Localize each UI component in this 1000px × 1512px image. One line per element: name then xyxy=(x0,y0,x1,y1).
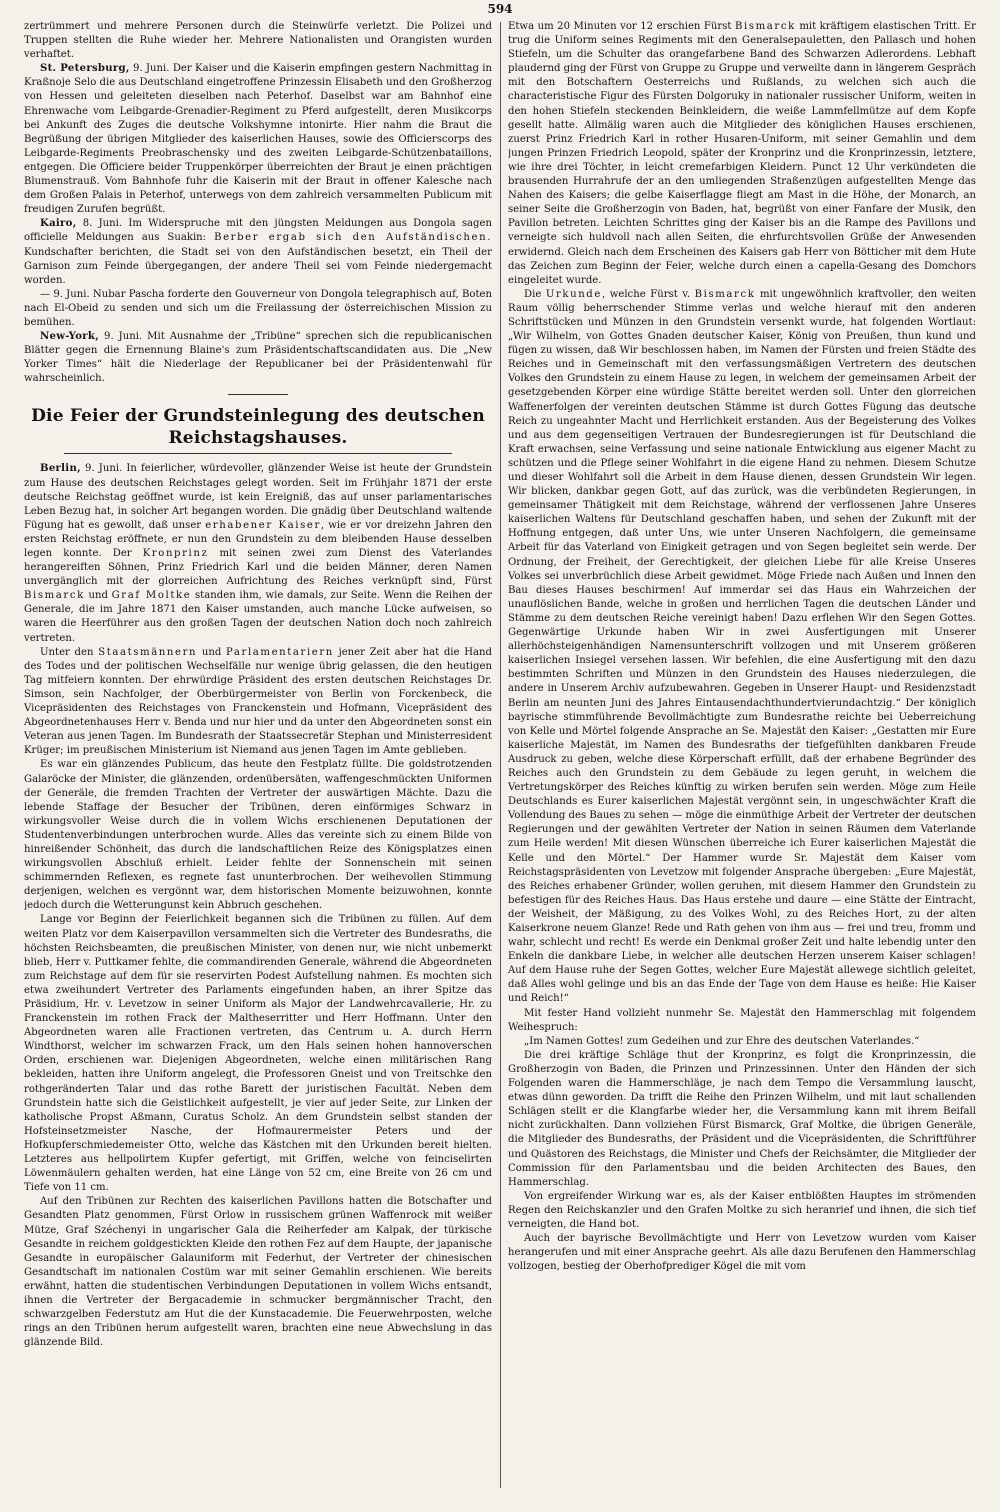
text-berlin-e: standen ihm, wie damals, zur Seite. Wenn die Reihen der Generale, die im Jahre 1871 den Kaiser umstanden, auch manche Lücke aufweisen, so waren die Heerführer aus den großen Tagen der deutschen Nation doch noch zahlreich vertreten. xyxy=(24,590,492,644)
text-berlin-d: und xyxy=(84,590,112,602)
text-statesmen-spaced-b: Parlamentariern xyxy=(225,646,334,658)
paragraph-new-york xyxy=(24,330,492,386)
paragraph-dedication: „Im Namen Gottes! zum Gedeihen und zur Ehre des deutschen Vaterlandes.“ xyxy=(524,1035,920,1047)
paragraph-strokes-sequence: Die drei kräftige Schläge thut der Kronprinz, es folgt die Kronprinzessin, die Großherzogin von Baden, die Prinzen und Prinzessinnen. Unter den Händen der sich Folgenden waren die Hammerschläge, je nach dem Tempo die Versammlung lauscht, etwas dünn geworden. Da trifft die Reihe den Prinzen Wilhelm, und mit laut schallenden Schlägen stellt er die Klangfarbe wieder her, die Versammlung kann mit ihrem Beifall nicht zurückhalten. Dann vollziehen Fürst Bismarck, Graf Moltke, die übrigen Generäle, die Mitglieder des Bundesraths, der Präsident und die Vicepräsidenten, die Schriftführer und Quästoren des Reichstags, die Minister und Chefs der Reichsämter, die Mitglieder der Commission für den Parlamentsbau und die beiden Architecten des Baues, den Hammerschlag. xyxy=(508,1049,976,1188)
text-document-spaced-b: Bismarck xyxy=(694,288,756,300)
text-new-york: 9. Juni. Mit Ausnahme der „Tribüne“ sprechen sich die republicanischen Blätter gegen die Ernennung Blaine's zum Präsidentschaftscandidaten aus. Die „New Yorker Times“ hält die Niederlage der Republicaner bei der Präsidentenwahl für wahrscheinlich. xyxy=(24,331,492,385)
dateline-kairo: Kairo, xyxy=(40,218,77,230)
text-berlin-c: mit seinen zwei zum Dienst des Vaterlandes herangereiften Söhnen, Prinz Friedrich Karl und die beiden Männer, deren Namen unvergänglich mit der glorreichen Aufrichtung des Reiches verknüpft sind, Fürst xyxy=(24,548,492,588)
right-column xyxy=(508,20,976,1506)
paragraph-public: Es war ein glänzendes Publicum, das heute den Festplatz füllte. Die goldstrotzenden Galaröcke der Minister, die glänzenden, ordenübersäten, waffengeschmückten Uniformen der Generäle, die fremden Trachten der Vertreter der auswärtigen Mächte. Dazu die lebende Staffage der Besucher der Tribünen, deren einförmiges Schwarz in wirkungsvoller Weise durch die in vollem Wichs erschienenen Deputationen der Studentenverbindungen unterbrochen wurde. Alles das vereinte sich zu einem Bilde von hinreißender Schönheit, das durch die landschaftlichen Reize des Königsplatzes einen wirkungsvollen Abschluß erhielt. Leider fehlte der Sonnenschein mit seinen schimmernden Reflexen, es regnete fast ununterbrochen. Der weihevollen Stimmung derjenigen, welchen es vergönnt war, dem historischen Momente beizuwohnen, konnte jedoch durch die Wetterungunst kein Abbruch geschehen. xyxy=(24,759,492,912)
paragraph-riot-report: zertrümmert und mehrere Personen durch die Steinwürfe verletzt. Die Polizei und Truppen stellten die Ruhe wieder her. Mehrere Nationalisten und Orangisten wurden verhaftet. xyxy=(24,21,492,61)
paragraph-emperor-gesture: Von ergreifender Wirkung war es, als der Kaiser entblößten Hauptes im strömenden Regen den Reichskanzler und den Grafen Moltke zu sich heranrief und ihnen, die sich tief verneigten, die Hand bot. xyxy=(508,1190,976,1230)
text-statesmen-b: und xyxy=(197,646,226,658)
text-arrival-b: mit kräftigem elastischen Tritt. Er trug die Uniform seines Regiments mit den Generalsepauletten, den Pallasch und hohen Stiefeln, um die Schulter das orangefarbene Band des Schwarzen Adlerordens. Lebhaft plaudernd ging der Fürst von Gruppe zu Gruppe und verweilte dann in längerem Gespräch mit den Botschaftern Oesterreichs und Rußlands, zu welchen sich auch die characteristische Figur des Fürsten Dolgoruky in nationaler russischer Uniform, weiten in den hohen Stiefeln steckenden Beinkleidern, die weiße Lammfellmütze auf dem Kopfe gesellt hatte. Allmälig waren auch die Mitglieder des königlichen Hauses erschienen, zuerst Prinz Friedrich Karl in rother Husaren-Uniform, mit seiner Gemahlin und dem jungen Prinzen Friedrich Leopold, später der Kronprinz und die Kronprinzessin, letztere, wie ihre drei Töchter, in leicht cremefarbigen Kleidern. Punct 12 Uhr verkündeten die brausenden Hurrahrufe der an den umliegenden Straßenzügen aufgestellten Menge das Nahen des Kaisers; die gelbe Kaiserflagge fliegt am Mast in die Höhe, der Monarch, an seiner Seite die Großherzogin von Baden, hat, begrüßt von einer Fanfare der Musik, den Pavillon betreten. Leichten Schrittes ging der Kaiser bis an die Rampe des Pavillons und verneigte sich huldvoll nach allen Seiten, die ehrfurchtsvollen Grüße der Anwesenden erwidernd. Gleich nach dem Erscheinen des Kaisers gab Herr von Bötticher mit dem Hute das Zeichen zum Beginn der Feier, welche durch einen a capella-Gesang des Domchors eingeleitet wurde. xyxy=(508,21,976,286)
paragraph-document xyxy=(508,288,976,1007)
text-document-b: , welche Fürst v. xyxy=(601,288,695,300)
text-document-spaced-a: Urkunde xyxy=(545,288,602,300)
paragraph-st-petersburg xyxy=(24,62,492,217)
paragraph-hammer-stroke: Mit fester Hand vollzieht nunmehr Se. Majestät den Hammerschlag mit folgendem Weihespruch: xyxy=(508,1007,976,1033)
column-divider xyxy=(500,22,501,1488)
paragraph-bismarck-arrival xyxy=(508,20,976,288)
text-arrival-a: Etwa um 20 Minuten vor 12 erschien Fürst xyxy=(508,21,735,32)
text-berlin-moltke: Graf Moltke xyxy=(111,590,192,602)
text-statesmen-a: Unter den xyxy=(40,646,99,658)
text-berlin-a: 9. Juni. In feierlicher, würdevoller, glänzender Weise ist heute der Grundstein zum Hause des deutschen Reichstages gelegt worden. Seit im Frühjahr 1871 der erste deutsche Reichstag geöffnet wurde, ist kein Ereigniß, das auf unser parlamentarisches Leben Bezug hat, in solcher Art begangen worden. Die gnädig über Deutschland waltende Fügung hat es gewollt, daß unser xyxy=(24,463,492,531)
section-title: Die Feier der Grundsteinlegung des deutschen Reichstagshauses. xyxy=(31,406,485,449)
text-berlin-bismarck: Bismarck xyxy=(24,590,85,602)
text-kairo-a: 8. Juni. Im Widerspruche mit den jüngsten Meldungen aus Dongola sagen officielle Meldungen aus Suakin: xyxy=(24,218,492,244)
paragraph-kairo-followup: — 9. Juni. Nubar Pascha forderte den Gouverneur von Dongola telegraphisch auf, Boten nach El-Obeid zu senden und sich um die Freilassung der österreichischen Mission zu bemühen. xyxy=(24,288,492,328)
text-berlin-emperor: erhabener Kaiser xyxy=(205,519,321,531)
separator-rule xyxy=(228,394,288,395)
text-document-c: mit ungewöhnlich kraftvoller, den weiten Raum völlig beherrschender Stimme verlas und welche hierauf mit den anderen Schriftstücken und Münzen in den Grundstein versenkt wurde, hat folgenden Wortlaut: „Wir Wilhelm, von Gottes Gnaden deutscher Kaiser, König von Preußen, thun kund und fügen zu wissen, daß Wir beschlossen haben, im Namen der Fürsten und freien Städte des Reiches und in Gemeinschaft mit den verfassungsmäßigen Vertretern des deutschen Volkes den Grundstein zu einem Hause zu legen, in welchem der gemeinsamen Arbeit der gesetzgebenden Körper eine würdige Stätte bereitet werden soll. Unter den glorreichen Waffenerfolgen der vereinten deutschen Stämme ist durch Gottes Fügung das deutsche Reich zu ungeahnter Macht und Herrlichkeit erstanden. Aus der Begeisterung des Volkes und aus dem gegenseitigen Vertrauen der Bundesregierungen ist für Deutschland die Kraft erwachsen, seine Verfassung und seine nationale Entwicklung aus eigener Macht zu schützen und die Pflege seiner Wohlfahrt in die eigene Hand zu nehmen. Diesem Schutze und dieser Wohlfahrt soll die Arbeit in dem Hause dienen, dessen Grundstein Wir legen. Wir blicken, dankbar gegen Gott, auf das zurück, was die verbündeten Regierungen, in gemeinsamer Thätigkeit mit dem Reichstage, während der verflossenen Jahre Unseres kaiserlichen Waltens für Deutschland geschaffen haben, und sehen der Zukunft mit der Hoffnung entgegen, daß unter Uns, wie unter Unseren Nachfolgern, die gemeinsame Arbeit für das Vaterland von Einigkeit getragen und von Segen begleitet sein werde. Der Ordnung, der Freiheit, der Gerechtigkeit, der gleichen Liebe für alle Kreise Unseres Volkes sei unverbrüchlich diese Arbeit gewidmet. Möge Friede nach Außen und Innen den Bau dieses Hauses beschirmen! Auf immerdar sei das Haus ein Wahrzeichen der unauflöslichen Bande, welche in großen und herrlichen Tagen die deutschen Länder und Stämme zu dem deutschen Reiche vereinigt haben! Dazu erflehen Wir den Segen Gottes. Gegenwärtige Urkunde haben Wir in zwei Ausfertigungen mit Unserer allerhöchsteigenhändigen Namensunterschrift vollzogen und mit Unserem größeren kaiserlichen Insiegel versehen lassen. Wir befehlen, die eine Ausfertigung mit den dazu bestimmten Schriften und Münzen in den Grundstein des Hauses niederzulegen, die andere in Unserem Archiv aufzubewahren. Gegeben in Unserer Haupt- und Residenzstadt Berlin am neunten Juni des Jahres Eintausendachthundertvierundachtzig.“ Der königlich bayrische stimmführende Bevollmächtigte zum Bundesrathe reichte bei Ueberreichung von Kelle und Mörtel folgende Ansprache an Se. Majestät den Kaiser: „Gestatten mir Eure kaiserliche Majestät, im Namen des Bundesraths der tiefgefühlten dankbaren Freude Ausdruck zu geben, welche diese Körperschaft erfüllt, daß der erhabene Begründer des Reiches auch den Grundstein zu dem Gebäude zu legen geruht, in welchem die Vertretungskörper des Reiches künftig zu wirken berufen sein werden. Möge zum Heile Deutschlands es Eurer kaiserlichen Majestät vergönnt sein, in ungeschwächter Kraft die Vollendung des Baues zu sehen — möge die einmüthige Arbeit der Vertreter der deutschen Regierungen und der gewählten Vertreter der Nation in seinen Räumen dem Vaterlande zum Heile werden! Mit diesen Wünschen überreiche ich Eurer kaiserlichen Majestät die Kelle und den Mörtel.“ Der Hammer wurde Sr. Majestät dem Kaiser vom Reichstagspräsidenten von Levetzow mit folgender Ansprache übergeben: „Eure Majestät, des Reiches erhabener Gründer, wollen geruhen, mit diesem Hammer den Grundstein zu befestigen für des Reiches Haus. Das Haus erstehe und daure — eine Stätte der Eintracht, der Weisheit, der Mäßigung, zu des Volkes Wohl, zu des Reiches Hort, zu der alten Kaiserkrone neuem Glanze! Rede und Rath gehen von ihm aus — frei und treu, fromm und wahr, schlecht und recht! Es werde ein Denkmal großer Zeit und halte lebendig unter den Enkeln die dankbare Liebe, in welcher alle deutschen Herzen unserem Kaiser schlagen! Auf dem Hause ruhe der Segen Gottes, welcher Eure Majestät allewege sichtlich geleitet, daß Alles wohl gelinge und bis an das Ende der Tage von dem Hause es heiße: Hie Kaiser und Reich!“ xyxy=(508,288,976,1005)
left-column xyxy=(24,20,492,1506)
text-kairo-spaced: Berber ergab sich den Aufständischen. xyxy=(214,232,492,244)
dateline-st-petersburg: St. Petersburg, xyxy=(40,63,130,75)
dateline-berlin: Berlin, xyxy=(40,463,81,475)
text-statesmen-spaced-a: Staatsmännern xyxy=(98,646,198,658)
paragraph-tribunes: Lange vor Beginn der Feierlichkeit begannen sich die Tribünen zu füllen. Auf dem weiten Platz vor dem Kaiserpavillon versammelten sich die Vertreter des Bundesraths, die höchsten Reichsbeamten, die preußischen Minister, von denen nur, wie nicht unbemerkt blieb, Herr v. Puttkamer fehlte, die commandirenden Generale, während die Abgeordneten zum Reichstage auf dem für sie reservirten Podest Aufstellung nahmen. Es mochten sich etwa zweihundert Vertreter des Parlaments eingefunden haben, an ihrer Spitze das Präsidium, Hr. v. Levetzow in seiner Uniform als Major der Landwehrcavallerie, Hr. zu Franckenstein im rothen Frack der Maltheserritter und Herr Hoffmann. Unter den Abgeordneten waren alle Fractionen vertreten, das Centrum u. A. durch Herrn Windthorst, welcher im schwarzen Frack, um den Hals seinen hohen hannoverschen Orden, erschienen war. Diejenigen Abgeordneten, welche einen militärischen Rang bekleiden, hatten ihre Uniform angelegt, die Professoren Gneist und von Treitschke den rothgeränderten Talar und das rothe Barett der juristischen Facultät. Neben dem Grundstein hatte sich die Geistlichkeit aufgestellt, je vier auf jeder Seite, zur Linken der katholische Propst Aßmann, Curatus Scholz. An dem Grundstein selbst standen der Hofsteinsetzmeister Nasche, der Hofmaurermeister Peters und der Hofkupferschmiedemeister Otto, welche das Kästchen mit den Urkunden bereit hielten. Letzteres aus hellpolirtem Kupfer gefertigt, mit Griffen, welche von feinciselirten Löwenmäulern gehalten werden, hat eine Länge von 52 cm, eine Breite von 26 cm und Tiefe von 11 cm. xyxy=(24,914,492,1194)
text-berlin-b: , wie er vor dreizehn Jahren den ersten Reichstag eröffnete, er nun den Grundstein zu dem bleibenden Hause desselben legen konnte. Der xyxy=(24,519,492,559)
paragraph-closing: Auch der bayrische Bevollmächtigte und Herr von Levetzow wurden vom Kaiser herangerufen und mit einer Ansprache geehrt. Als alle dazu Berufenen den Hammerschlag vollzogen, bestieg der Oberhofprediger Kögel die mit vom xyxy=(508,1233,976,1273)
text-kairo-b: Kundschafter berichten, die Stadt sei von den Aufständischen besetzt, ein Theil der Garnison zum Feinde übergegangen, der andere Theil sei vom Feinde niedergemacht worden. xyxy=(24,246,492,286)
dateline-new-york: New-York, xyxy=(40,331,100,343)
text-document-a: Die xyxy=(524,288,546,300)
paragraph-berlin-intro xyxy=(24,462,492,645)
paragraph-kairo xyxy=(24,217,492,287)
text-statesmen-c: jener Zeit aber hat die Hand des Todes und der politischen Wechselfälle nur wenige übrig gelassen, die den heutigen Tag mitfeiern konnten. Der ehrwürdige Präsident des ersten deutschen Reichstages Dr. Simson, sein Nachfolger, der Oberbürgermeister von Berlin von Forckenbeck, die Vicepräsidenten des Reichstages von Franckenstein und Hofmann, Vicepräsident des Abgeordnetenhauses Herr v. Benda und nur hier und da unter den Abgeordneten sonst ein Veteran aus jenen Tagen. Im Bundesrath der Staatssecretär Stephan und Ministerresident Krüger; im preußischen Ministerium ist Niemand aus jenen Tagen im Amte geblieben. xyxy=(24,646,492,757)
page-number: 594 xyxy=(487,2,513,16)
text-st-petersburg: 9. Juni. Der Kaiser und die Kaiserin empfingen gestern Nachmittag in Kraßnoje Selo die aus Deutschland eingetroffene Prinzessin Elisabeth und den Großherzog von Hessen und geleiteten dieselben nach Peterhof. Daselbst war am Bahnhof eine Ehrenwache vom Leibgarde-Grenadier-Regiment zu Pferd aufgestellt, deren Musikcorps bei Ankunft des Zuges die deutsche Volkshymne intonirte. Hier nahm die Braut die Begrüßung der übrigen Mitglieder des kaiserlichen Hauses, sowie des Officierscorps des Leibgarde-Regiments Preobraschensky und des zweiten Leibgarde-Schützenbataillons, entgegen. Die Officiere beider Truppenkörper überreichten der Braut je einen prächtigen Blumenstrauß. Vom Bahnhofe fuhr die Kaiserin mit der Braut in offener Kalesche nach dem Großen Palais in Peterhof, unterwegs von dem zahlreich versammelten Publicum mit freudigen Zurufen begrüßt. xyxy=(24,63,492,216)
paragraph-ambassadors: Auf den Tribünen zur Rechten des kaiserlichen Pavillons hatten die Botschafter und Gesandten Platz genommen, Fürst Orlow in russischem grünen Waffenrock mit weißer Mütze, Graf Széchenyi in ungarischer Gala die Reiherfeder am Kalpak, der türkische Gesandte in reichem goldgestickten Kleide den rothen Fez auf dem Haupte, der japanische Gesandte in europäischer Galauniform mit Federhut, der Vertreter der chinesischen Gesandtschaft im nationalen Costüm war mit seiner Gemahlin erschienen. Wie bereits erwähnt, hatten die studentischen Verbindungen Deputationen in vollem Wichs entsandt, ihnen die Vertreter der Bergacademie in schmucker bergmännischer Tracht, den schwarzgelben Federstutz am Hut die der Kunstacademie. Die Feuerwehrposten, welche rings an den Tribünen herum aufgestellt waren, brachten eine neue Abwechslung in das glänzende Bild. xyxy=(24,1196,492,1349)
text-arrival-bismarck: Bismarck xyxy=(735,21,796,32)
paragraph-statesmen xyxy=(24,646,492,759)
text-berlin-crown-prince: Kronprinz xyxy=(142,548,209,559)
title-rule xyxy=(64,453,452,454)
